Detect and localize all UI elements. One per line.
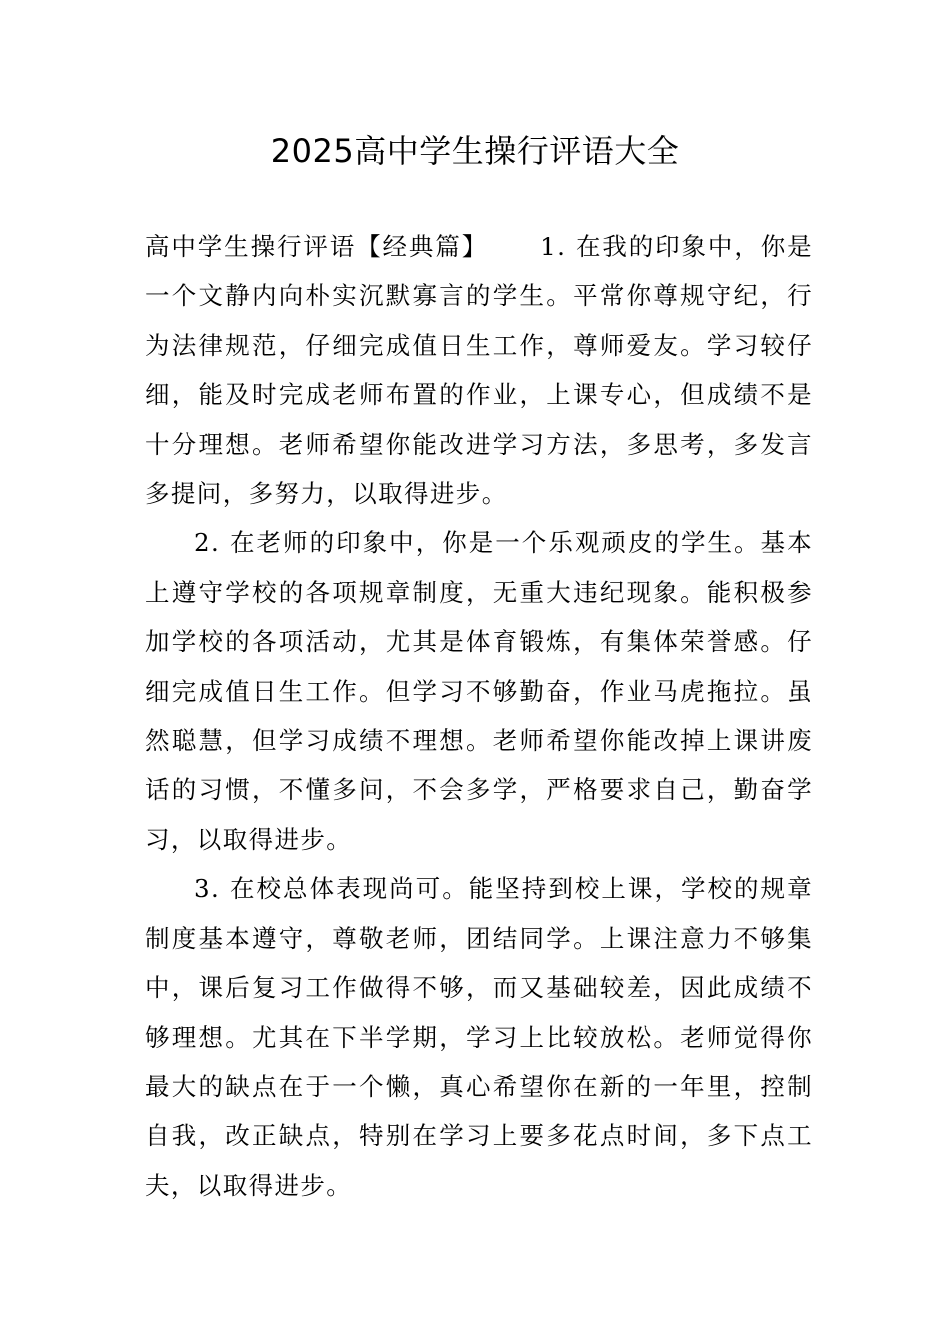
paragraph-3: 3. 在校总体表现尚可。能坚持到校上课，学校的规章制度基本遵守，尊敬老师，团结同学。上课注意力不够集中，课后复习工作做得不够，而又基础较差，因此成绩不够理想。尤其在下半学期，学习上比较放松。老师觉得你最大的缺点在于一个懒，真心希望你在新的一年里，控制自我，改正缺点，特别在学习上要多花点时间，多下点工夫，以取得进步。: [145, 874, 813, 1200]
section-heading: 高中学生操行评语【经典篇】: [145, 232, 489, 261]
paragraph-1-text: 1. 在我的印象中，你是一个文静内向朴实沉默寡言的学生。平常你尊规守纪，行为法律规范，仔细完成值日生工作，尊师爱友。学习较仔细，能及时完成老师布置的作业，上课专心，但成绩不是十分理想。老师希望你能改进学习方法，多思考，多发言多提问，多努力，以取得进步。: [145, 232, 814, 509]
paragraph-1: [145, 222, 813, 518]
document-title: 2025高中学生操行评语大全: [270, 132, 680, 170]
paragraph-2: 2. 在老师的印象中，你是一个乐观顽皮的学生。基本上遵守学校的各项规章制度，无重大违纪现象。能积极参加学校的各项活动，尤其是体育锻炼，有集体荣誉感。仔细完成值日生工作。但学习不够勤奋，作业马虎拖拉。虽然聪慧，但学习成绩不理想。老师希望你能改掉上课讲废话的习惯，不懂多问，不会多学，严格要求自己，勤奋学习，以取得进步。: [145, 528, 813, 854]
document-body: [145, 222, 813, 1210]
